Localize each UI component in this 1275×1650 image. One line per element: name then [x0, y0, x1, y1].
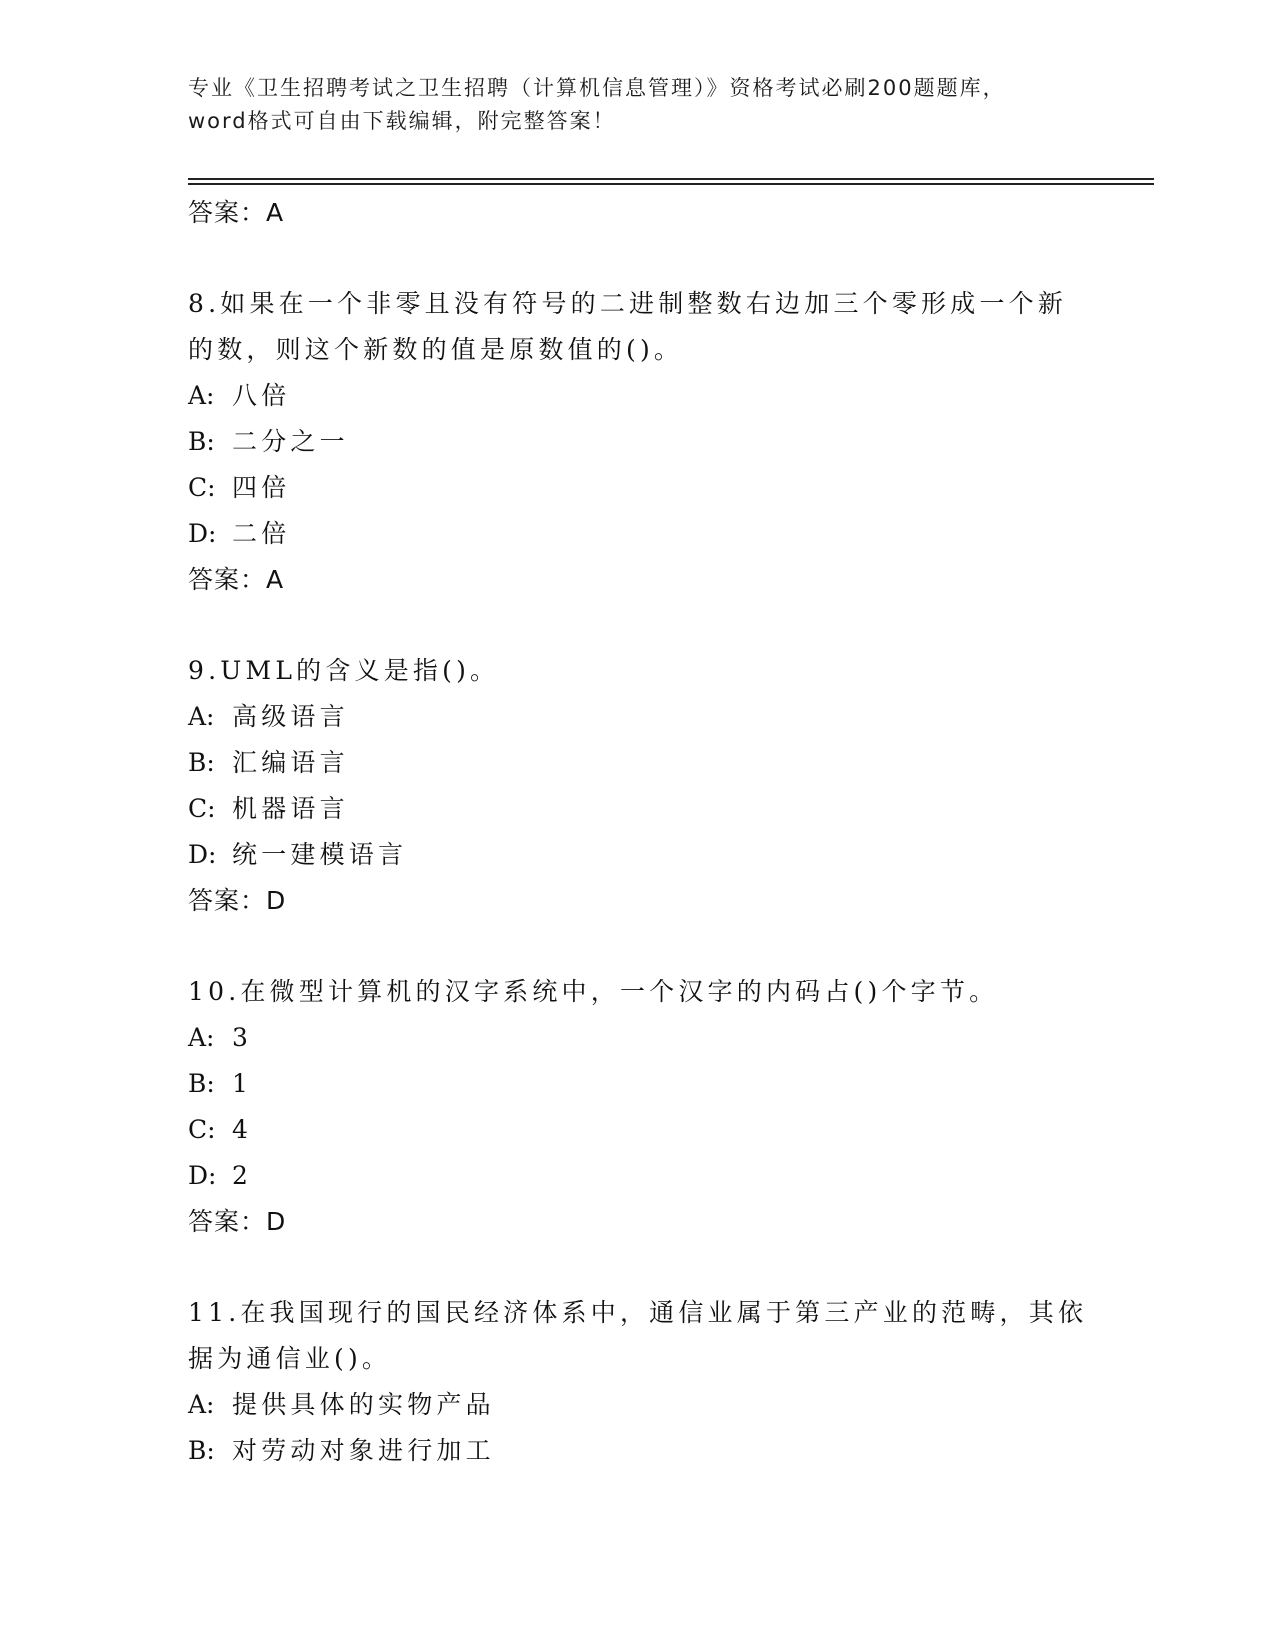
option-text: 2	[232, 1161, 253, 1190]
option-text: 1	[232, 1069, 253, 1098]
header-rule	[188, 178, 1154, 180]
question-block	[188, 648, 1088, 924]
option-c	[188, 786, 1088, 832]
option-a	[188, 373, 1088, 419]
answer-line: 答案：D	[188, 1207, 287, 1236]
question-text: 10.在微型计算机的汉字系统中，一个汉字的内码占()个字节。	[188, 977, 999, 1006]
option-letter: B:	[188, 748, 215, 777]
option-letter: D:	[188, 519, 217, 548]
option-text: 四倍	[232, 473, 291, 502]
answer-line: 答案：A	[188, 198, 285, 227]
option-b	[188, 419, 1088, 465]
question-block	[188, 281, 1088, 603]
option-d	[188, 511, 1088, 557]
question-text: 的数，则这个新数的值是原数值的()。	[188, 335, 684, 364]
option-letter: A:	[188, 702, 215, 731]
option-a	[188, 1015, 1088, 1061]
question-block	[188, 969, 1088, 1245]
option-letter: C:	[188, 473, 216, 502]
option-text: 对劳动对象进行加工	[232, 1436, 495, 1465]
option-letter: D:	[188, 840, 217, 869]
option-letter: A:	[188, 1390, 215, 1419]
option-letter: C:	[188, 1115, 216, 1144]
option-d	[188, 1153, 1088, 1199]
question-text: 据为通信业()。	[188, 1344, 392, 1373]
option-text: 二倍	[232, 519, 291, 548]
option-text: 高级语言	[232, 702, 349, 731]
option-b	[188, 740, 1088, 786]
header-line-1: 专业《卫生招聘考试之卫生招聘（计算机信息管理）》资格考试必刷200题题库，	[188, 76, 1006, 100]
question-text: 9.UML的含义是指()。	[188, 656, 500, 685]
option-letter: A:	[188, 381, 215, 410]
option-letter: B:	[188, 427, 215, 456]
document-header	[188, 72, 1108, 138]
option-text: 八倍	[232, 381, 291, 410]
question-text: 11.在我国现行的国民经济体系中，通信业属于第三产业的范畴，其依	[188, 1298, 1088, 1327]
option-text: 统一建模语言	[232, 840, 408, 869]
option-b	[188, 1428, 1088, 1474]
option-a	[188, 1382, 1088, 1428]
option-letter: C:	[188, 794, 216, 823]
question-block	[188, 1290, 1088, 1474]
option-text: 机器语言	[232, 794, 349, 823]
answer-line: 答案：D	[188, 886, 287, 915]
option-c	[188, 1107, 1088, 1153]
option-a	[188, 694, 1088, 740]
option-letter: B:	[188, 1436, 215, 1465]
option-text: 4	[232, 1115, 253, 1144]
option-text: 提供具体的实物产品	[232, 1390, 495, 1419]
option-text: 3	[232, 1023, 253, 1052]
option-letter: B:	[188, 1069, 215, 1098]
option-text: 汇编语言	[232, 748, 349, 777]
option-d	[188, 832, 1088, 878]
option-text: 二分之一	[232, 427, 349, 456]
header-rule-secondary	[188, 183, 1154, 185]
option-b	[188, 1061, 1088, 1107]
option-letter: D:	[188, 1161, 217, 1190]
question-text: 8.如果在一个非零且没有符号的二进制整数右边加三个零形成一个新	[188, 289, 1068, 318]
option-c	[188, 465, 1088, 511]
question-list	[188, 190, 1088, 1474]
option-letter: A:	[188, 1023, 215, 1052]
header-line-2: word格式可自由下载编辑，附完整答案！	[188, 109, 616, 133]
answer-line: 答案：A	[188, 565, 285, 594]
